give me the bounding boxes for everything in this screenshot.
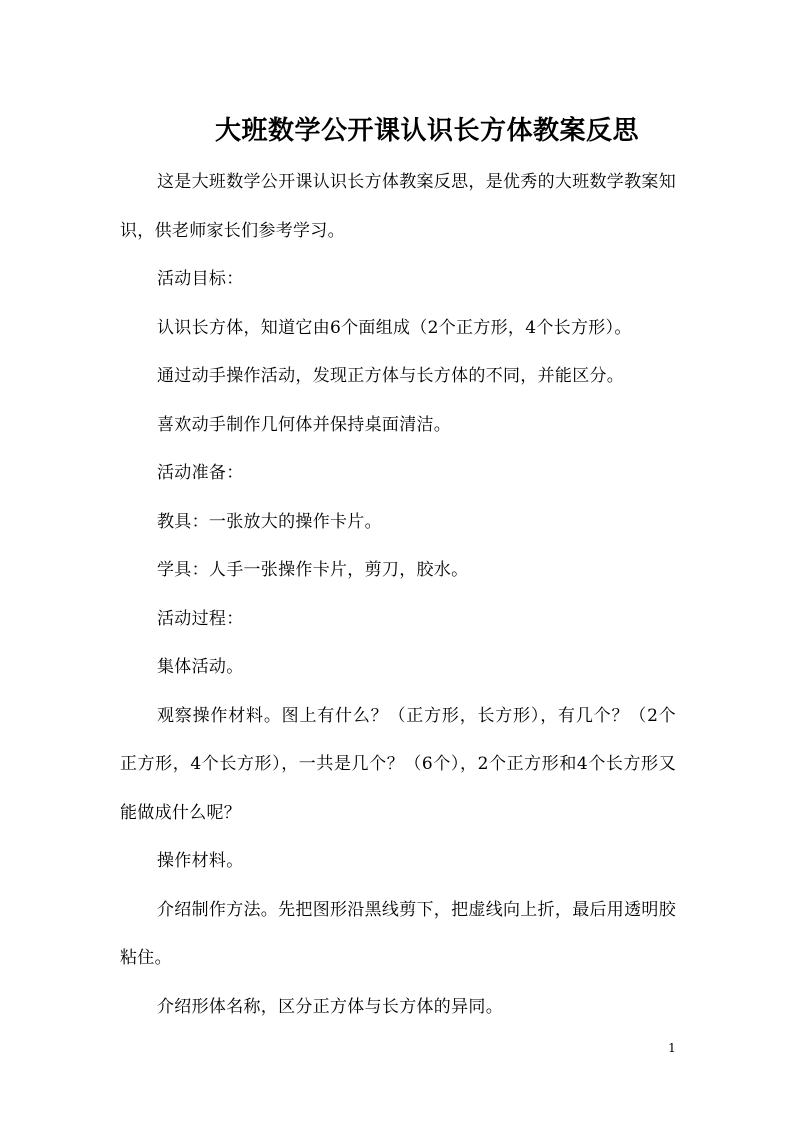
paragraph-goal-1: 认识长方体，知道它由6个面组成（2个正方形，4个长方形）。 <box>157 317 632 338</box>
paragraph-observe-materials: 观察操作材料。图上有什么？（正方形，长方形），有几个？（2个正方形，4个长方形），一共是几个？（6个），2个正方形和4个长方形又能做成什么呢？ <box>120 705 676 823</box>
paragraph-goal-3: 喜欢动手制作几何体并保持桌面清洁。 <box>157 414 452 435</box>
paragraph-group-activity: 集体活动。 <box>157 657 244 677</box>
paragraph-shape-names: 介绍形体名称，区分正方体与长方体的异同。 <box>157 996 503 1017</box>
heading-activity-process: 活动过程： <box>157 608 244 629</box>
paragraph-making-method: 介绍制作方法。先把图形沿黑线剪下，把虚线向上折，最后用透明胶粘住。 <box>120 899 676 968</box>
paragraph-goal-2: 通过动手操作活动，发现正方体与长方体的不同，并能区分。 <box>157 366 625 386</box>
paragraph-operate-materials: 操作材料。 <box>157 851 244 871</box>
document-title: 大班数学公开课认识长方体教案反思 <box>214 116 639 147</box>
document-body <box>120 158 676 1031</box>
paragraph-teaching-aids: 教具：一张放大的操作卡片。 <box>157 511 382 532</box>
heading-activity-goals: 活动目标： <box>157 269 244 289</box>
page-number: 1 <box>668 1041 676 1055</box>
heading-activity-preparation: 活动准备： <box>157 463 244 483</box>
paragraph-intro: 这是大班数学公开课认识长方体教案反思，是优秀的大班数学教案知识，供老师家长们参考学习。 <box>120 172 676 241</box>
paragraph-learning-aids: 学具：人手一张操作卡片，剪刀，胶水。 <box>157 560 469 580</box>
